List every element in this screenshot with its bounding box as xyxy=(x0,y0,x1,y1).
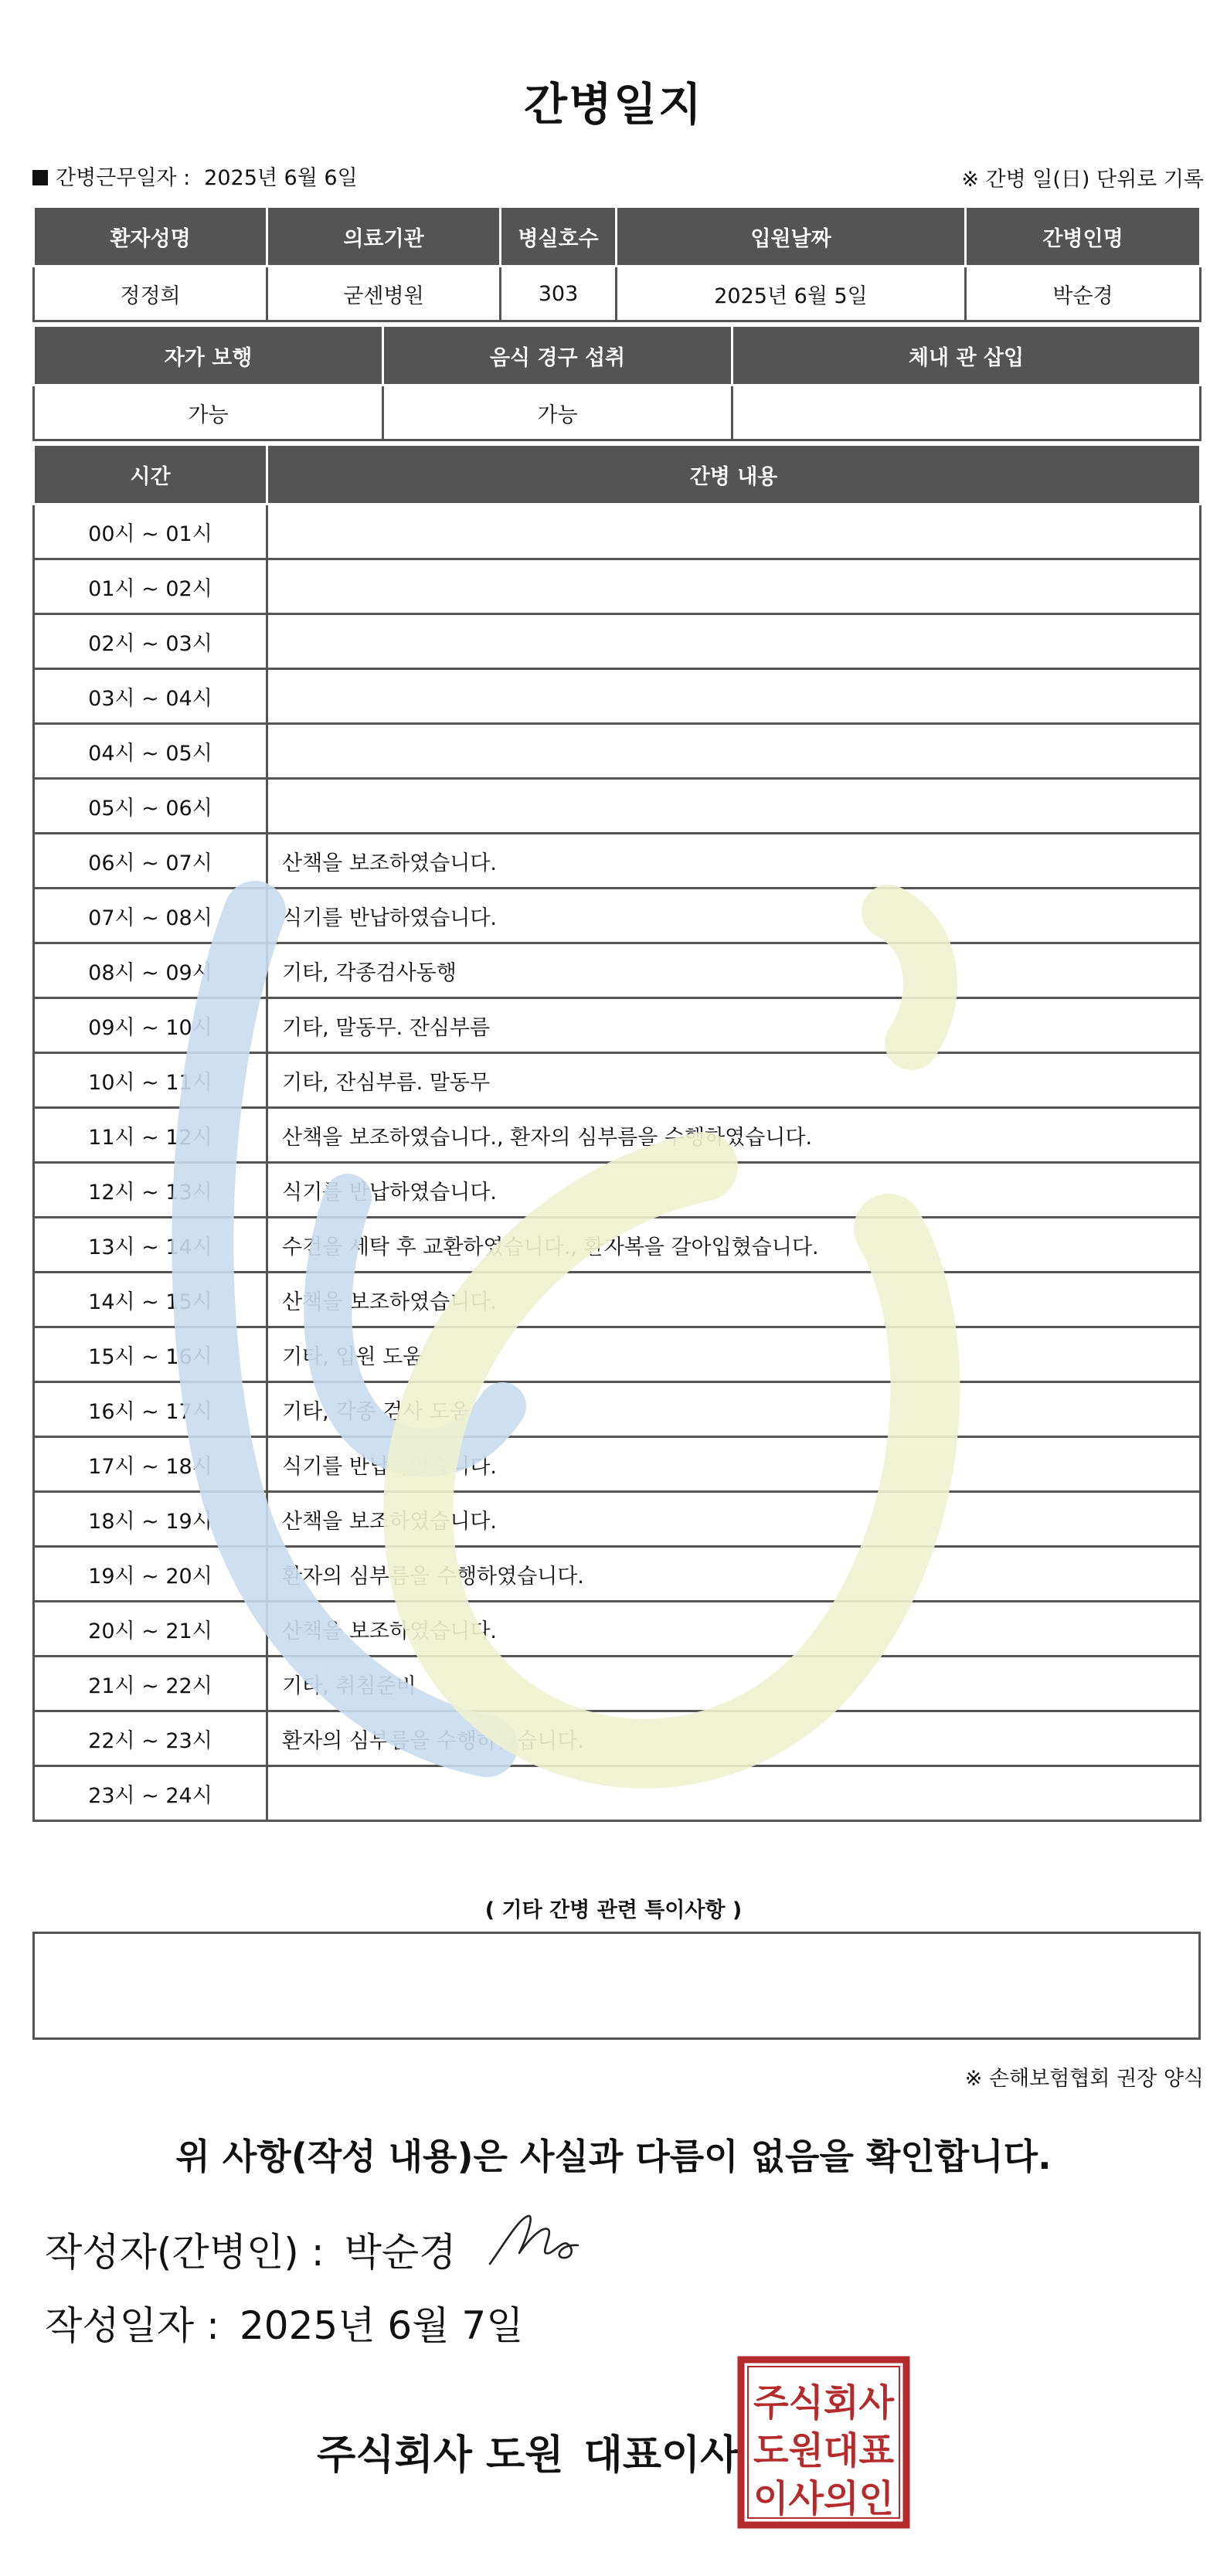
time-slot-cell: 20시 ~ 21시 xyxy=(34,1602,267,1657)
time-column-header: 시간 xyxy=(34,445,267,505)
care-log-row xyxy=(34,889,1201,943)
company-name: 주식회사 도원 xyxy=(317,2432,564,2479)
time-slot-cell: 13시 ~ 14시 xyxy=(34,1218,267,1273)
care-content-cell: 산책을 보조하였습니다. xyxy=(267,1273,1201,1327)
writer-label: 작성자(간병인) : xyxy=(45,2230,325,2275)
care-log-row xyxy=(34,1602,1201,1657)
patient-info-header-cell: 입원날짜 xyxy=(617,207,966,267)
care-content-cell: 환자의 심부름을 수행하였습니다. xyxy=(267,1547,1201,1602)
care-log-row xyxy=(34,1711,1201,1766)
care-content-cell: 산책을 보조하였습니다. xyxy=(267,1602,1201,1657)
time-slot-cell: 08시 ~ 09시 xyxy=(34,943,267,998)
company-line xyxy=(317,2422,739,2480)
written-date-line xyxy=(45,2295,524,2350)
time-slot-cell: 22시 ~ 23시 xyxy=(34,1711,267,1766)
care-content-cell: 기타, 취침준비 xyxy=(267,1657,1201,1711)
document-title: 간병일지 xyxy=(523,78,704,131)
care-content-cell: 산책을 보조하였습니다. xyxy=(267,834,1201,889)
time-slot-cell: 03시 ~ 04시 xyxy=(34,669,267,724)
care-content-cell xyxy=(267,505,1201,559)
care-date-value: 2025년 6월 6일 xyxy=(204,166,358,190)
writer-line xyxy=(45,2221,456,2277)
care-log-table xyxy=(32,443,1202,1822)
special-notes-title: ( 기타 간병 관련 특이사항 ) xyxy=(484,1898,743,1922)
time-slot-cell: 21시 ~ 22시 xyxy=(34,1657,267,1711)
time-slot-cell: 01시 ~ 02시 xyxy=(34,559,267,614)
care-log-row xyxy=(34,943,1201,998)
time-slot-cell: 10시 ~ 11시 xyxy=(34,1053,267,1108)
care-content-cell: 수건을 세탁 후 교환하였습니다., 환자복을 갈아입혔습니다. xyxy=(267,1218,1201,1273)
care-log-row xyxy=(34,1437,1201,1492)
care-log-row xyxy=(34,614,1201,669)
patient-info-value-cell: 2025년 6월 5일 xyxy=(617,267,966,321)
care-log-row xyxy=(34,1053,1201,1108)
care-log-row xyxy=(34,1218,1201,1273)
care-content-cell xyxy=(267,779,1201,834)
patient-info-value-cell: 굳센병원 xyxy=(267,267,501,321)
care-content-cell: 식기를 반납하였습니다. xyxy=(267,1437,1201,1492)
care-content-cell: 환자의 심부름을 수행하였습니다. xyxy=(267,1711,1201,1766)
time-slot-cell: 16시 ~ 17시 xyxy=(34,1382,267,1437)
care-log-header-row xyxy=(34,445,1201,505)
care-content-cell xyxy=(267,1766,1201,1821)
time-slot-cell: 15시 ~ 16시 xyxy=(34,1327,267,1382)
patient-info-value-row xyxy=(34,267,1201,321)
patient-condition-value-cell: 가능 xyxy=(383,386,732,440)
written-date-value: 2025년 6월 7일 xyxy=(239,2303,524,2348)
time-slot-cell: 14시 ~ 15시 xyxy=(34,1273,267,1327)
patient-info-header-cell: 간병인명 xyxy=(966,207,1201,267)
care-log-row xyxy=(34,1492,1201,1547)
patient-condition-header-cell: 체내 관 삽입 xyxy=(732,326,1201,386)
care-log-row xyxy=(34,1327,1201,1382)
care-log-row xyxy=(34,1163,1201,1218)
time-slot-cell: 09시 ~ 10시 xyxy=(34,998,267,1053)
seal-line-3: 이사의인 xyxy=(753,2477,894,2520)
special-notes-box xyxy=(32,1932,1201,2040)
care-content-cell: 기타, 각종검사동행 xyxy=(267,943,1201,998)
patient-info-header-row xyxy=(34,207,1201,267)
time-slot-cell: 19시 ~ 20시 xyxy=(34,1547,267,1602)
patient-condition-value-row xyxy=(34,386,1201,440)
patient-condition-header-cell: 음식 경구 섭취 xyxy=(383,326,732,386)
time-slot-cell: 12시 ~ 13시 xyxy=(34,1163,267,1218)
care-log-row xyxy=(34,998,1201,1053)
care-content-cell: 기타, 각종 검사 도움 xyxy=(267,1382,1201,1437)
care-content-cell: 기타, 말동무. 잔심부름 xyxy=(267,998,1201,1053)
care-content-cell: 기타, 입원 도움 xyxy=(267,1327,1201,1382)
unit-note: ※ 간병 일(日) 단위로 기록 xyxy=(961,168,1204,192)
company-seal-stamp xyxy=(736,2355,911,2530)
written-date-label: 작성일자 : xyxy=(45,2303,219,2348)
square-bullet-icon xyxy=(32,170,48,185)
seal-line-1: 주식회사 xyxy=(753,2381,895,2425)
care-log-row xyxy=(34,1657,1201,1711)
care-content-cell xyxy=(267,614,1201,669)
care-content-cell: 산책을 보조하였습니다., 환자의 심부름을 수행하였습니다. xyxy=(267,1108,1201,1163)
care-content-cell xyxy=(267,669,1201,724)
care-content-cell: 기타, 잔심부름. 말동무 xyxy=(267,1053,1201,1108)
time-slot-cell: 05시 ~ 06시 xyxy=(34,779,267,834)
care-log-row xyxy=(34,1547,1201,1602)
patient-condition-value-cell: 가능 xyxy=(34,386,383,440)
patient-condition-header-row xyxy=(34,326,1201,386)
patient-info-header-cell: 환자성명 xyxy=(34,207,267,267)
time-slot-cell: 07시 ~ 08시 xyxy=(34,889,267,943)
care-date-line xyxy=(32,161,358,191)
recommended-form-note: ※ 손해보험협회 권장 양식 xyxy=(964,2067,1204,2091)
seal-line-2: 도원대표 xyxy=(753,2429,895,2472)
time-slot-cell: 17시 ~ 18시 xyxy=(34,1437,267,1492)
time-slot-cell: 11시 ~ 12시 xyxy=(34,1108,267,1163)
time-slot-cell: 04시 ~ 05시 xyxy=(34,724,267,779)
representative-title: 대표이사 xyxy=(583,2432,739,2479)
confirmation-statement: 위 사항(작성 내용)은 사실과 다름이 없음을 확인합니다. xyxy=(175,2136,1052,2177)
patient-condition-table xyxy=(32,325,1202,441)
care-log-row xyxy=(34,834,1201,889)
patient-condition-header-cell: 자가 보행 xyxy=(34,326,383,386)
care-date-label: 간병근무일자 : xyxy=(56,166,191,190)
care-content-cell: 식기를 반납하였습니다. xyxy=(267,889,1201,943)
care-log-row xyxy=(34,505,1201,559)
time-slot-cell: 23시 ~ 24시 xyxy=(34,1766,267,1821)
care-log-row xyxy=(34,1382,1201,1437)
care-content-cell: 산책을 보조하였습니다. xyxy=(267,1492,1201,1547)
care-log-row xyxy=(34,669,1201,724)
patient-info-header-cell: 의료기관 xyxy=(267,207,501,267)
care-log-row xyxy=(34,779,1201,834)
patient-info-value-cell: 정정희 xyxy=(34,267,267,321)
time-slot-cell: 02시 ~ 03시 xyxy=(34,614,267,669)
care-log-row xyxy=(34,1766,1201,1821)
care-content-cell xyxy=(267,724,1201,779)
care-log-row xyxy=(34,1273,1201,1327)
patient-info-header-cell: 병실호수 xyxy=(501,207,617,267)
writer-name: 박순경 xyxy=(344,2230,457,2275)
patient-info-value-cell: 303 xyxy=(501,267,617,321)
care-log-row xyxy=(34,1108,1201,1163)
care-log-row xyxy=(34,724,1201,779)
patient-info-value-cell: 박순경 xyxy=(966,267,1201,321)
patient-info-table xyxy=(32,206,1202,322)
care-content-cell: 식기를 반납하였습니다. xyxy=(267,1163,1201,1218)
handwritten-signature xyxy=(481,2210,589,2272)
time-slot-cell: 18시 ~ 19시 xyxy=(34,1492,267,1547)
care-content-cell xyxy=(267,559,1201,614)
care-content-column-header: 간병 내용 xyxy=(267,445,1201,505)
patient-condition-value-cell xyxy=(732,386,1201,440)
care-log-row xyxy=(34,559,1201,614)
time-slot-cell: 00시 ~ 01시 xyxy=(34,505,267,559)
time-slot-cell: 06시 ~ 07시 xyxy=(34,834,267,889)
